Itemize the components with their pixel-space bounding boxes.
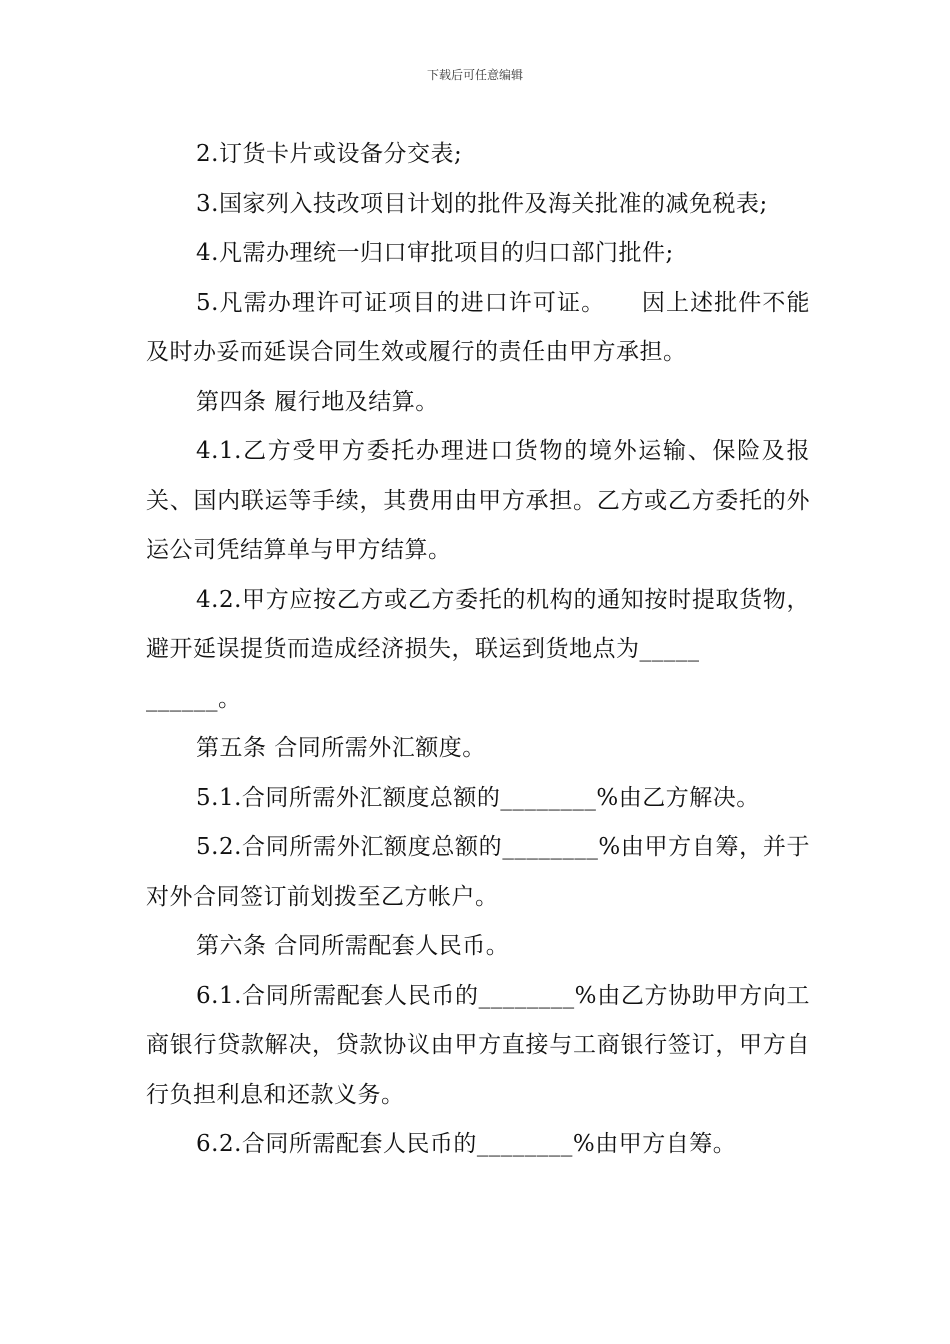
page-header: 下载后可任意编辑 <box>426 68 523 82</box>
article-4-heading: 第四条 履行地及结算。 <box>196 388 439 415</box>
paragraph-item-3: 3.国家列入技改项目计划的批件及海关批准的减免税表; <box>196 190 768 217</box>
clause-5-1: 5.1.合同所需外汇额度总额的________%由乙方解决。 <box>196 784 760 811</box>
clause-6-1: 6.1.合同所需配套人民币的________%由乙方协助甲方向工商银行贷款解决，贷款协议由甲方直接与工商银行签订，甲方自行负担利息和还款义务。 <box>146 982 810 1108</box>
paragraph-item-4: 4.凡需办理统一归口审批项目的归口部门批件; <box>196 240 674 266</box>
article-5-heading: 第五条 合同所需外汇额度。 <box>196 735 486 761</box>
clause-6-2: 6.2.合同所需配套人民币的________%由甲方自筹。 <box>196 1131 737 1157</box>
clause-4-2-continuation: ______。 <box>146 685 242 712</box>
clause-5-2: 5.2.合同所需外汇额度总额的________%由甲方自筹，并于对外合同签订前划拨至乙方帐户。 <box>146 834 810 910</box>
paragraph-item-2: 2.订货卡片或设备分交表; <box>196 141 463 167</box>
paragraph-item-5: 5.凡需办理许可证项目的进口许可证。 因上述批件不能及时办妥而延误合同生效或履行的责任由甲方承担。 <box>146 289 810 365</box>
clause-4-2: 4.2.甲方应按乙方或乙方委托的机构的通知按时提取货物，避开延误提货而造成经济损失，联运到货地点为_____ <box>146 586 810 662</box>
clause-4-1: 4.1.乙方受甲方委托办理进口货物的境外运输、保险及报关、国内联运等手续，其费用由甲方承担。乙方或乙方委托的外运公司凭结算单与甲方结算。 <box>146 438 810 563</box>
article-6-heading: 第六条 合同所需配套人民币。 <box>196 933 510 959</box>
document-body <box>146 130 810 1170</box>
